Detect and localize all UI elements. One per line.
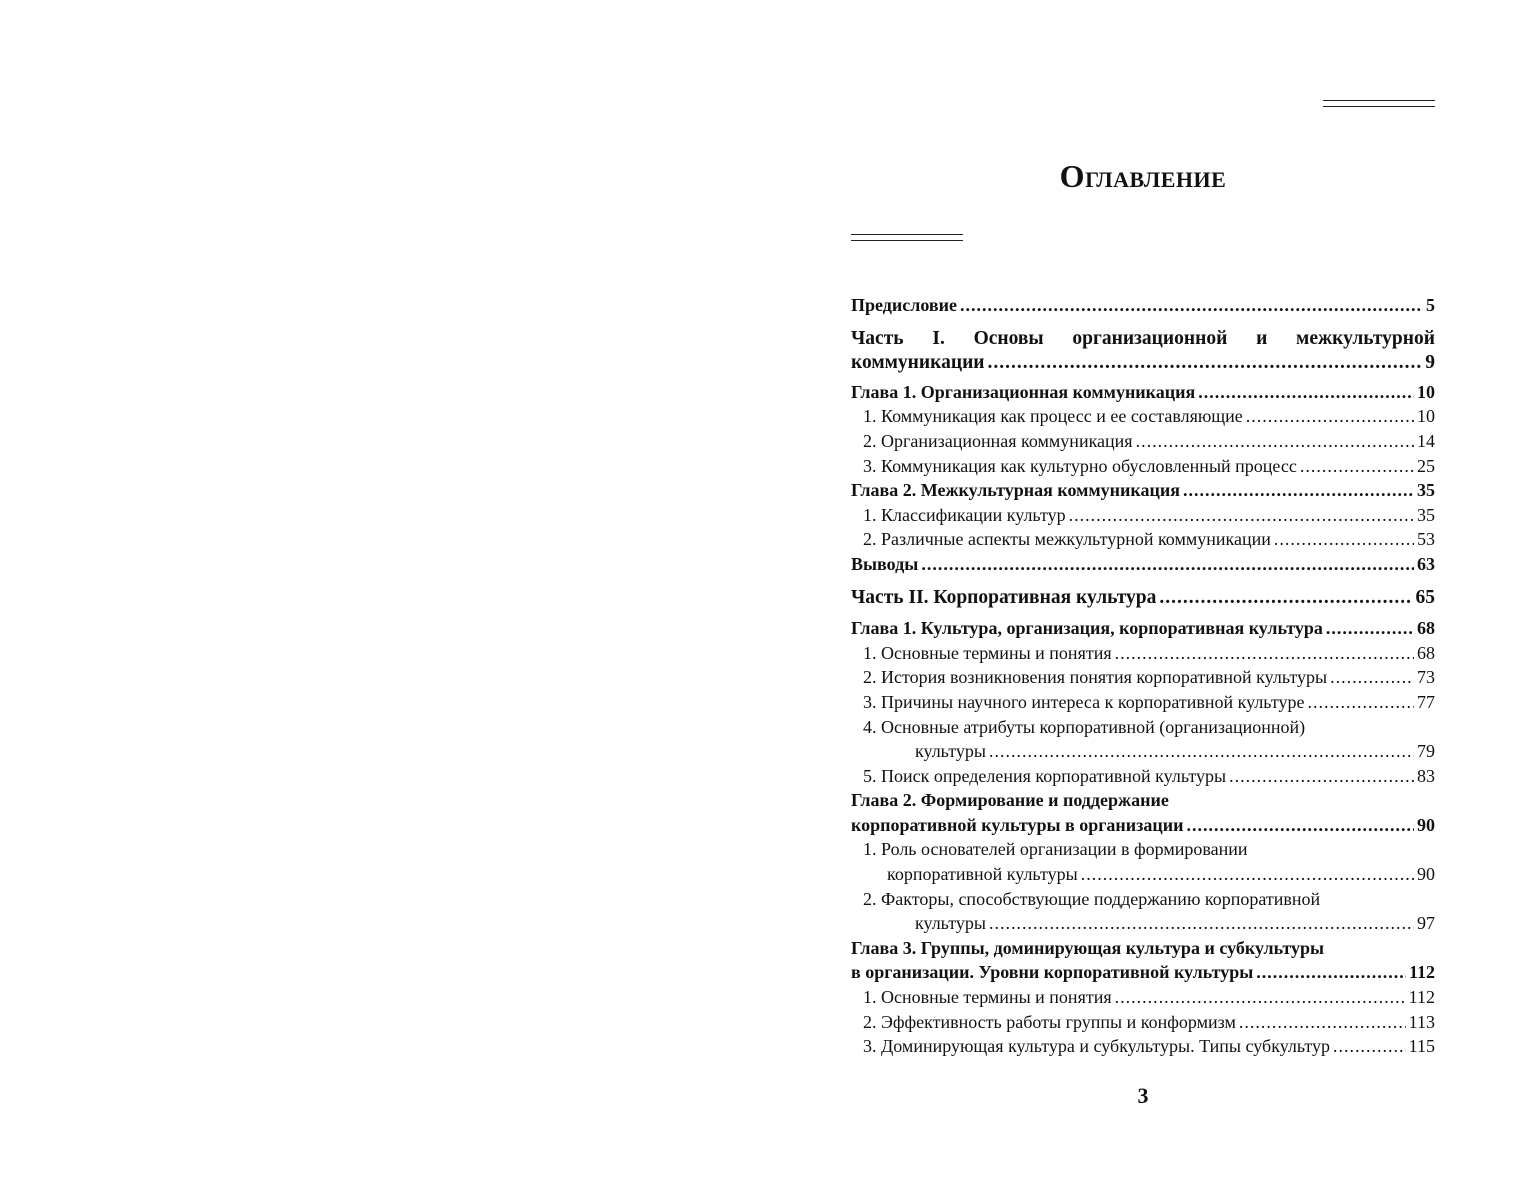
- toc-entry-p1c1-section2[interactable]: 2. Организационная коммуникация ..... 14: [851, 429, 1435, 454]
- toc-entry-preface[interactable]: Предисловие ..... 5: [851, 293, 1435, 318]
- leader-dots: [1246, 404, 1414, 429]
- leader-dots: [1333, 1034, 1406, 1059]
- leader-dots: [1115, 641, 1414, 666]
- leader-dots: [1330, 665, 1414, 690]
- toc-entry-p2-chapter1[interactable]: Глава 1. Культура, организация, корпоративная культура ..... 68: [851, 616, 1435, 641]
- leader-dots: [1307, 690, 1414, 715]
- toc-entry-p2c1-section1[interactable]: 1. Основные термины и понятия ..... 68: [851, 641, 1435, 666]
- leader-dots: [988, 351, 1423, 376]
- leader-dots: [1081, 862, 1414, 887]
- toc-entry-p1c2-section1[interactable]: 1. Классификации культур ..... 35: [851, 503, 1435, 528]
- toc-entry-p1c2-section2[interactable]: 2. Различные аспекты межкультурной коммуникации ..... 53: [851, 527, 1435, 552]
- leader-dots: [1136, 429, 1414, 454]
- toc-entry-p1-chapter2[interactable]: Глава 2. Межкультурная коммуникация ..... 35: [851, 478, 1435, 503]
- toc-entry-p2c1-section3[interactable]: 3. Причины научного интереса к корпоративной культуре ..... 77: [851, 690, 1435, 715]
- leader-dots: [1274, 527, 1414, 552]
- toc-page: [851, 0, 1435, 1182]
- leader-dots: [1326, 616, 1414, 641]
- toc-entry-part2[interactable]: Часть II. Корпоративная культура ..... 65: [851, 586, 1435, 611]
- toc-entry-p1c1-section1[interactable]: 1. Коммуникация как процесс и ее составляющие ..... 10: [851, 404, 1435, 429]
- title-double-rule: [851, 234, 963, 241]
- leader-dots: [1115, 985, 1406, 1010]
- leader-dots: [921, 552, 1414, 577]
- leader-dots: [960, 293, 1423, 318]
- toc-entry-p2c1-section4[interactable]: 4. Основные атрибуты корпоративной (организационной) культуры ..... 79: [851, 715, 1435, 764]
- leader-dots: [1256, 960, 1406, 985]
- leader-dots: [1198, 380, 1414, 405]
- top-double-rule: [1323, 100, 1435, 107]
- toc-entry-p2c2-section2[interactable]: 2. Факторы, способствующие поддержанию корпоративной культуры ..... 97: [851, 887, 1435, 936]
- leader-dots: [1239, 1010, 1406, 1035]
- toc-entry-p2-chapter3[interactable]: Глава 3. Группы, доминирующая культура и субкультуры в организации. Уровни корпоративной культуры ..... 112: [851, 936, 1435, 985]
- toc-entry-p2c3-section3[interactable]: 3. Доминирующая культура и субкультуры. Типы субкультур ..... 115: [851, 1034, 1435, 1059]
- leader-dots: [1069, 503, 1414, 528]
- toc-entry-p2c2-section1[interactable]: 1. Роль основателей организации в формировании корпоративной культуры ..... 90: [851, 837, 1435, 886]
- leader-dots: [1300, 454, 1414, 479]
- toc-entry-p1c1-section3[interactable]: 3. Коммуникация как культурно обусловленный процесс ..... 25: [851, 454, 1435, 479]
- page-title: Оглавление: [1059, 158, 1227, 194]
- leader-dots: [1187, 813, 1415, 838]
- table-of-contents: [851, 293, 1435, 1059]
- toc-entry-p2c3-section2[interactable]: 2. Эффективность работы группы и конформизм ..... 113: [851, 1010, 1435, 1035]
- toc-entry-p2c1-section5[interactable]: 5. Поиск определения корпоративной культуры ..... 83: [851, 764, 1435, 789]
- toc-entry-p2-chapter2[interactable]: Глава 2. Формирование и поддержание корпоративной культуры в организации ..... 90: [851, 788, 1435, 837]
- toc-entry-p1-chapter1[interactable]: Глава 1. Организационная коммуникация ..... 10: [851, 380, 1435, 405]
- leader-dots: [1159, 586, 1412, 611]
- toc-entry-p1-conclusions[interactable]: Выводы ..... 63: [851, 552, 1435, 577]
- page-number: 3: [1137, 1083, 1149, 1108]
- toc-entry-p2c3-section1[interactable]: 1. Основные термины и понятия ..... 112: [851, 985, 1435, 1010]
- leader-dots: [989, 911, 1414, 936]
- leader-dots: [1229, 764, 1414, 789]
- toc-entry-part1[interactable]: Часть I. Основы организационной и межкультурной коммуникации ..... 9: [851, 327, 1435, 376]
- leader-dots: [1183, 478, 1414, 503]
- toc-entry-p2c1-section2[interactable]: 2. История возникновения понятия корпоративной культуры ..... 73: [851, 665, 1435, 690]
- leader-dots: [989, 739, 1414, 764]
